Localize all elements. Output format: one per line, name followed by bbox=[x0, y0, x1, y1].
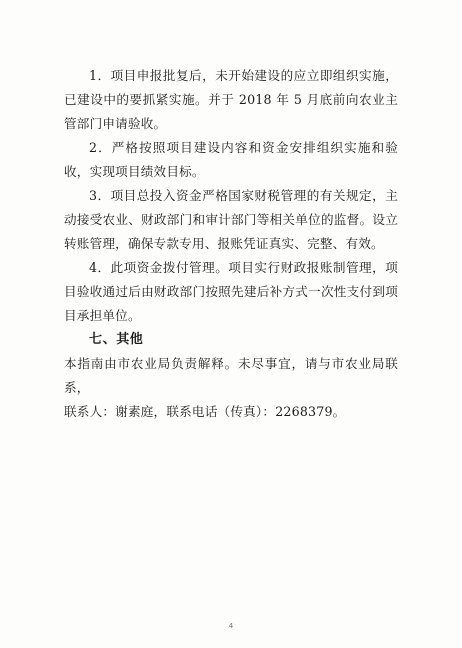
section-heading-other: 七、其他 bbox=[89, 332, 144, 347]
closing-line-explanation: 本指南由市农业局负责解释。未尽事宜，请与市农业局联系， bbox=[64, 356, 398, 395]
paragraph-item-1: 1．项目申报批复后，未开始建设的应立即组织实施，已建设中的要抓紧实施。并于 2018 年 5 月底前向农业主管部门申请验收。 bbox=[64, 68, 398, 131]
paragraph-item-3: 3．项目总投入资金严格国家财税管理的有关规定，主动接受农业、财政部门和审计部门等相关单位的监督。设立转账管理，确保专款专用、报账凭证真实、完整、有效。 bbox=[64, 188, 398, 251]
document-body bbox=[64, 64, 398, 424]
page-number: 4 bbox=[228, 622, 234, 630]
closing-line-contact: 联系人：谢素庭，联系电话（传真）：2268379。 bbox=[64, 404, 346, 419]
paragraph-item-4: 4．此项资金拨付管理。项目实行财政报账制管理，项目验收通过后由财政部门按照先建后补方式一次性支付到项目承担单位。 bbox=[64, 260, 398, 323]
paragraph-item-2: 2．严格按照项目建设内容和资金安排组织实施和验收，实现项目绩效目标。 bbox=[64, 140, 398, 179]
